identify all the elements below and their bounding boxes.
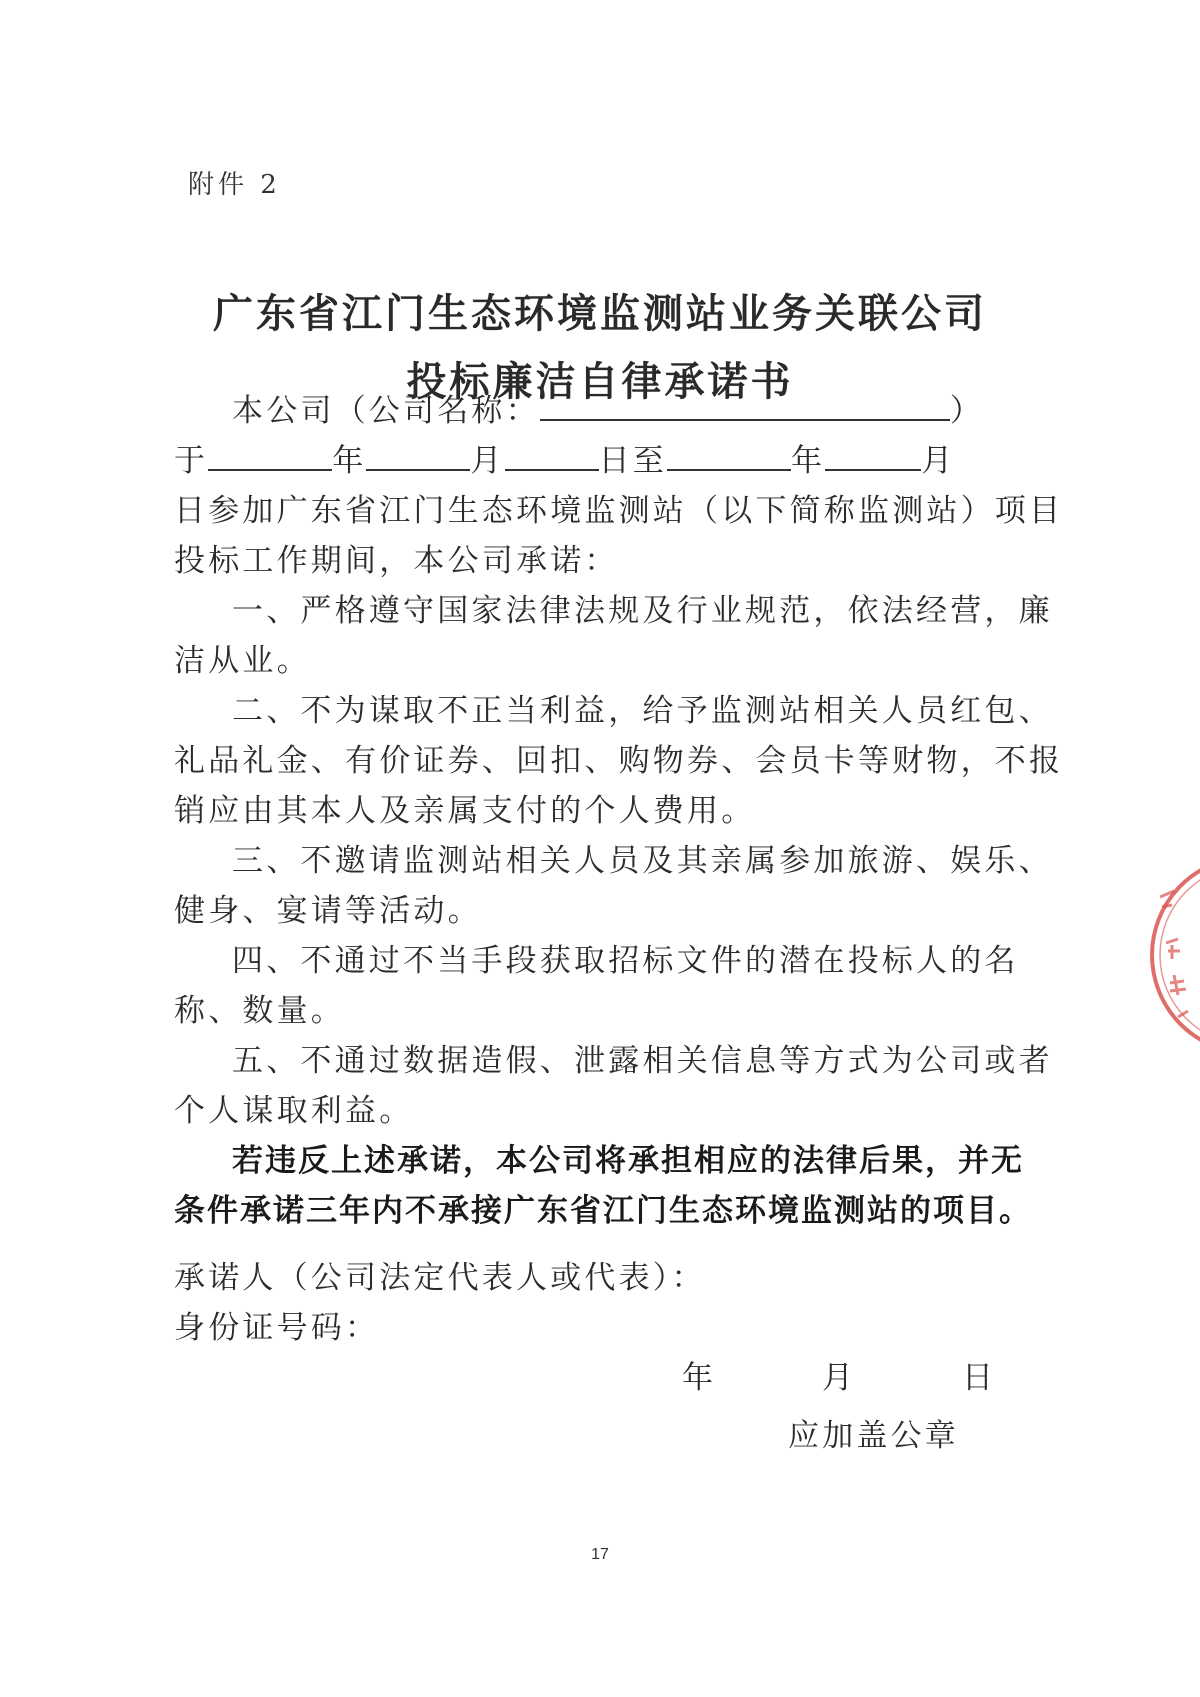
page-number: 17	[591, 1546, 609, 1563]
item-3-line1: 三、不邀请监测站相关人员及其亲属参加旅游、娱乐、	[232, 843, 1053, 879]
month-label-2: 月	[921, 443, 956, 479]
day-to-label: 日至	[598, 443, 668, 479]
item-2-line3: 销应由其本人及亲属支付的个人费用。	[174, 793, 756, 829]
item-4-line1: 四、不通过不当手段获取招标文件的潜在投标人的名	[232, 943, 1019, 979]
year-label-2: 年	[791, 443, 826, 479]
document-title-line2: 投标廉洁自律承诺书	[406, 359, 794, 405]
id-number-label: 身份证号码：	[174, 1310, 380, 1346]
company-prefix: 本公司（公司名称：	[232, 393, 540, 429]
item-5-line2: 个人谋取利益。	[174, 1093, 414, 1129]
sign-month-label: 月	[822, 1360, 857, 1396]
intro-line4: 投标工作期间，本公司承诺：	[174, 543, 619, 579]
year-label: 年	[332, 443, 367, 479]
item-2-line1: 二、不为谋取不正当利益，给予监测站相关人员红包、	[232, 693, 1053, 729]
company-seal-fragment	[1130, 855, 1200, 1055]
item-3-line2: 健身、宴请等活动。	[174, 893, 482, 929]
date-range-line	[174, 435, 955, 480]
item-4-line2: 称、数量。	[174, 993, 345, 1029]
item-1-line2: 洁从业。	[174, 643, 311, 679]
document-title-line1: 广东省江门生态环境监测站业务关联公司	[213, 291, 987, 337]
attachment-label: 附件 2	[188, 170, 281, 200]
company-suffix: ）	[949, 393, 985, 429]
item-5-line1: 五、不通过数据造假、泄露相关信息等方式为公司或者	[232, 1043, 1053, 1079]
seal-stamp-icon	[1130, 855, 1200, 1055]
seal-note: 应加盖公章	[788, 1418, 959, 1454]
company-name-blank	[540, 391, 950, 421]
warning-line2: 条件承诺三年内不承接广东省江门生态环境监测站的项目。	[174, 1193, 1032, 1229]
sign-year-label: 年	[682, 1360, 717, 1396]
company-name-line	[232, 385, 984, 430]
start-year-blank	[208, 441, 332, 471]
sign-day-label: 日	[962, 1360, 997, 1396]
month-label: 月	[470, 443, 505, 479]
end-month-blank	[825, 441, 921, 471]
item-1-line1: 一、严格遵守国家法律法规及行业规范，依法经营，廉	[232, 593, 1053, 629]
promisor-label: 承诺人（公司法定代表人或代表）：	[174, 1260, 706, 1296]
end-year-blank	[667, 441, 791, 471]
intro-line3: 日参加广东省江门生态环境监测站（以下简称监测站）项目	[174, 493, 1064, 529]
date-from-prefix: 于	[174, 443, 209, 479]
warning-line1: 若违反上述承诺，本公司将承担相应的法律后果，并无	[232, 1143, 1024, 1179]
start-day-blank	[505, 441, 599, 471]
start-month-blank	[366, 441, 470, 471]
item-2-line2: 礼品礼金、有价证券、回扣、购物券、会员卡等财物，不报	[174, 743, 1064, 779]
